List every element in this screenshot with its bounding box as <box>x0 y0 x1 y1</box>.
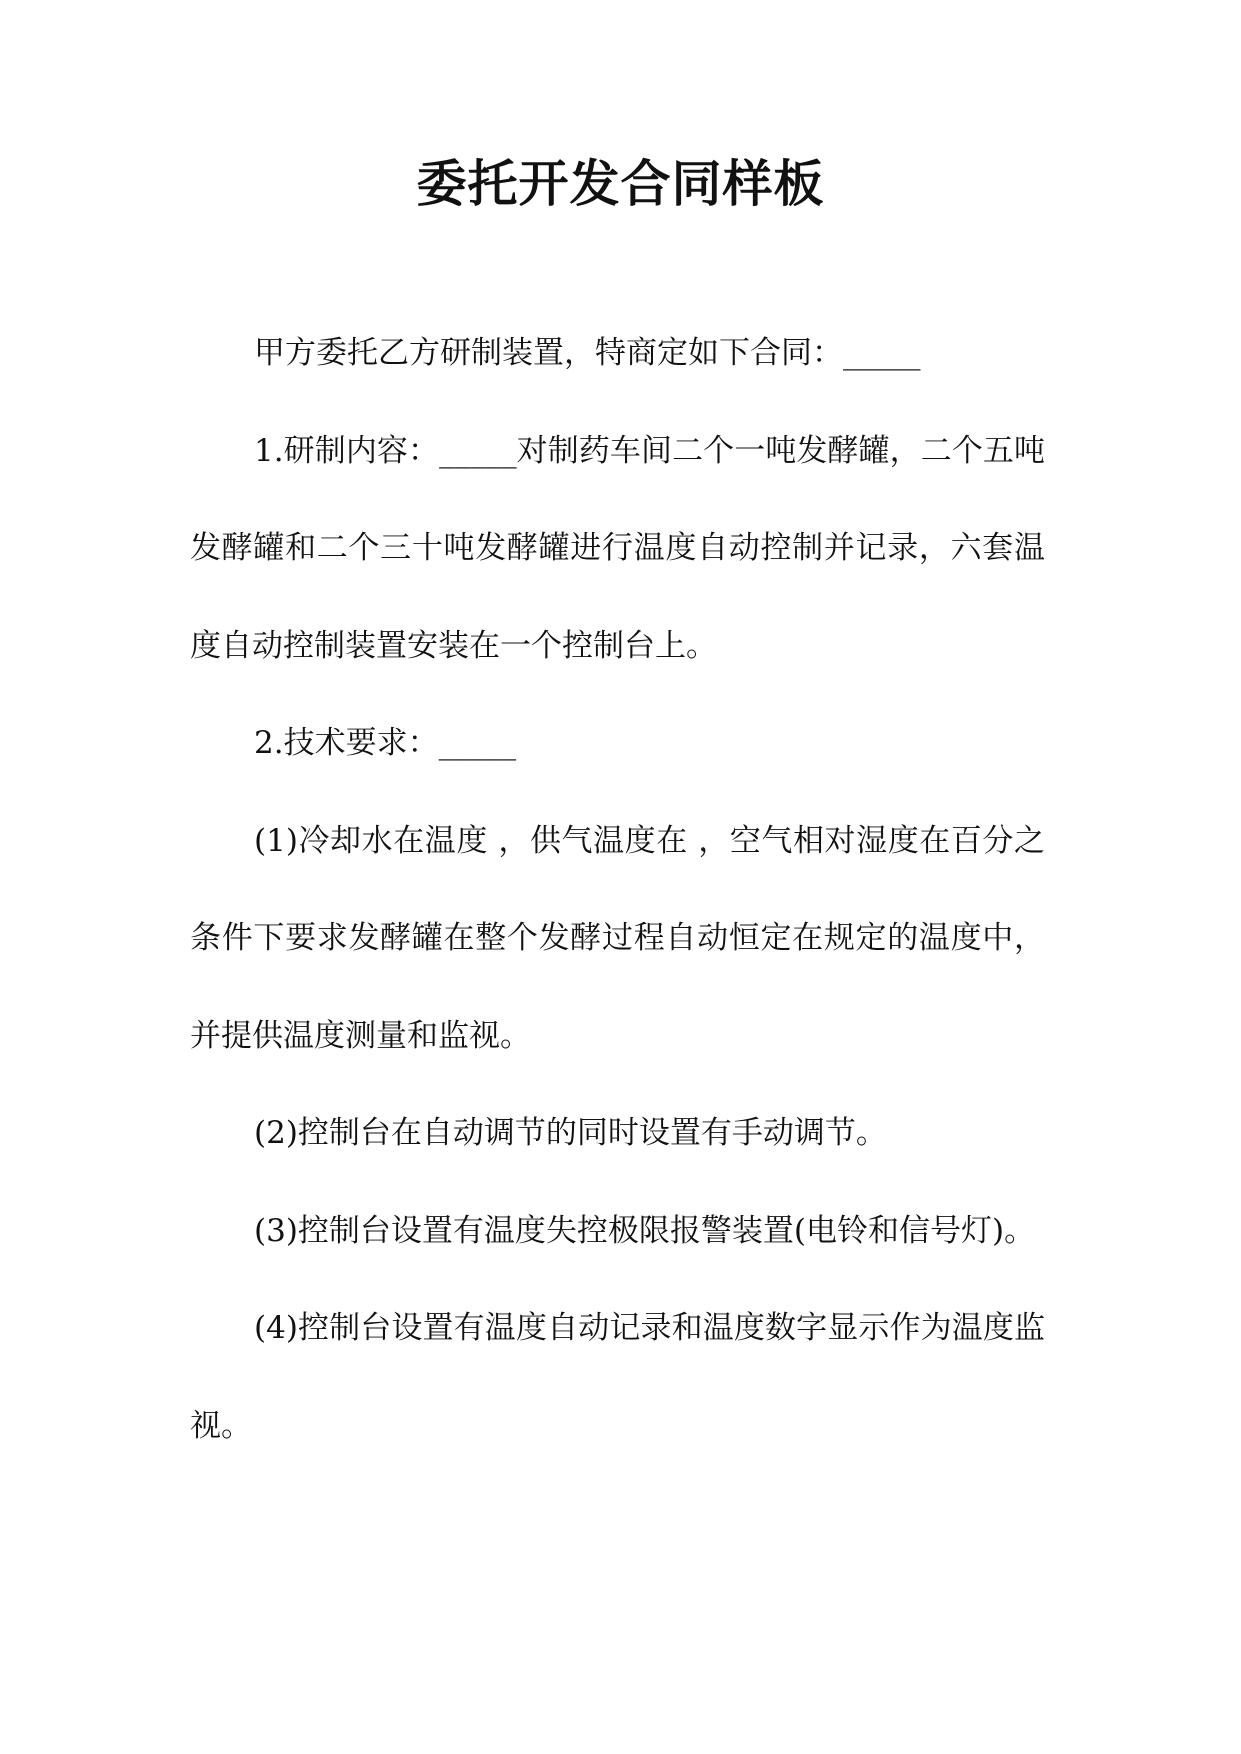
requirement-2-paragraph: (2)控制台在自动调节的同时设置有手动调节。 <box>254 1115 887 1151</box>
document-title: 委托开发合同样板 <box>416 155 825 213</box>
requirement-1-paragraph: (1)冷却水在温度 ，供气温度在 ，空气相对湿度在百分之 条件下要求发酵罐在整个发酵过程自动恒定在规定的温度中，并提供温度测量和监视。 <box>190 822 1045 1054</box>
document-body <box>190 305 1045 1475</box>
intro-paragraph: 甲方委托乙方研制装置，特商定如下合同：_____ <box>254 335 921 371</box>
requirement-4-paragraph: (4)控制台设置有温度自动记录和温度数字显示作为温度监视。 <box>190 1310 1045 1444</box>
requirement-3-paragraph: (3)控制台设置有温度失控极限报警装置(电铃和信号灯)。 <box>254 1212 1036 1249</box>
research-content-paragraph: 1.研制内容：_____对制药车间二个一吨发酵罐，二个五吨发酵罐和二个三十吨发酵罐进行温度自动控制并记录，六套温度自动控制装置安装在一个控制台上。 <box>190 432 1045 664</box>
technical-requirements-heading: 2.技术要求：_____ <box>254 725 517 761</box>
